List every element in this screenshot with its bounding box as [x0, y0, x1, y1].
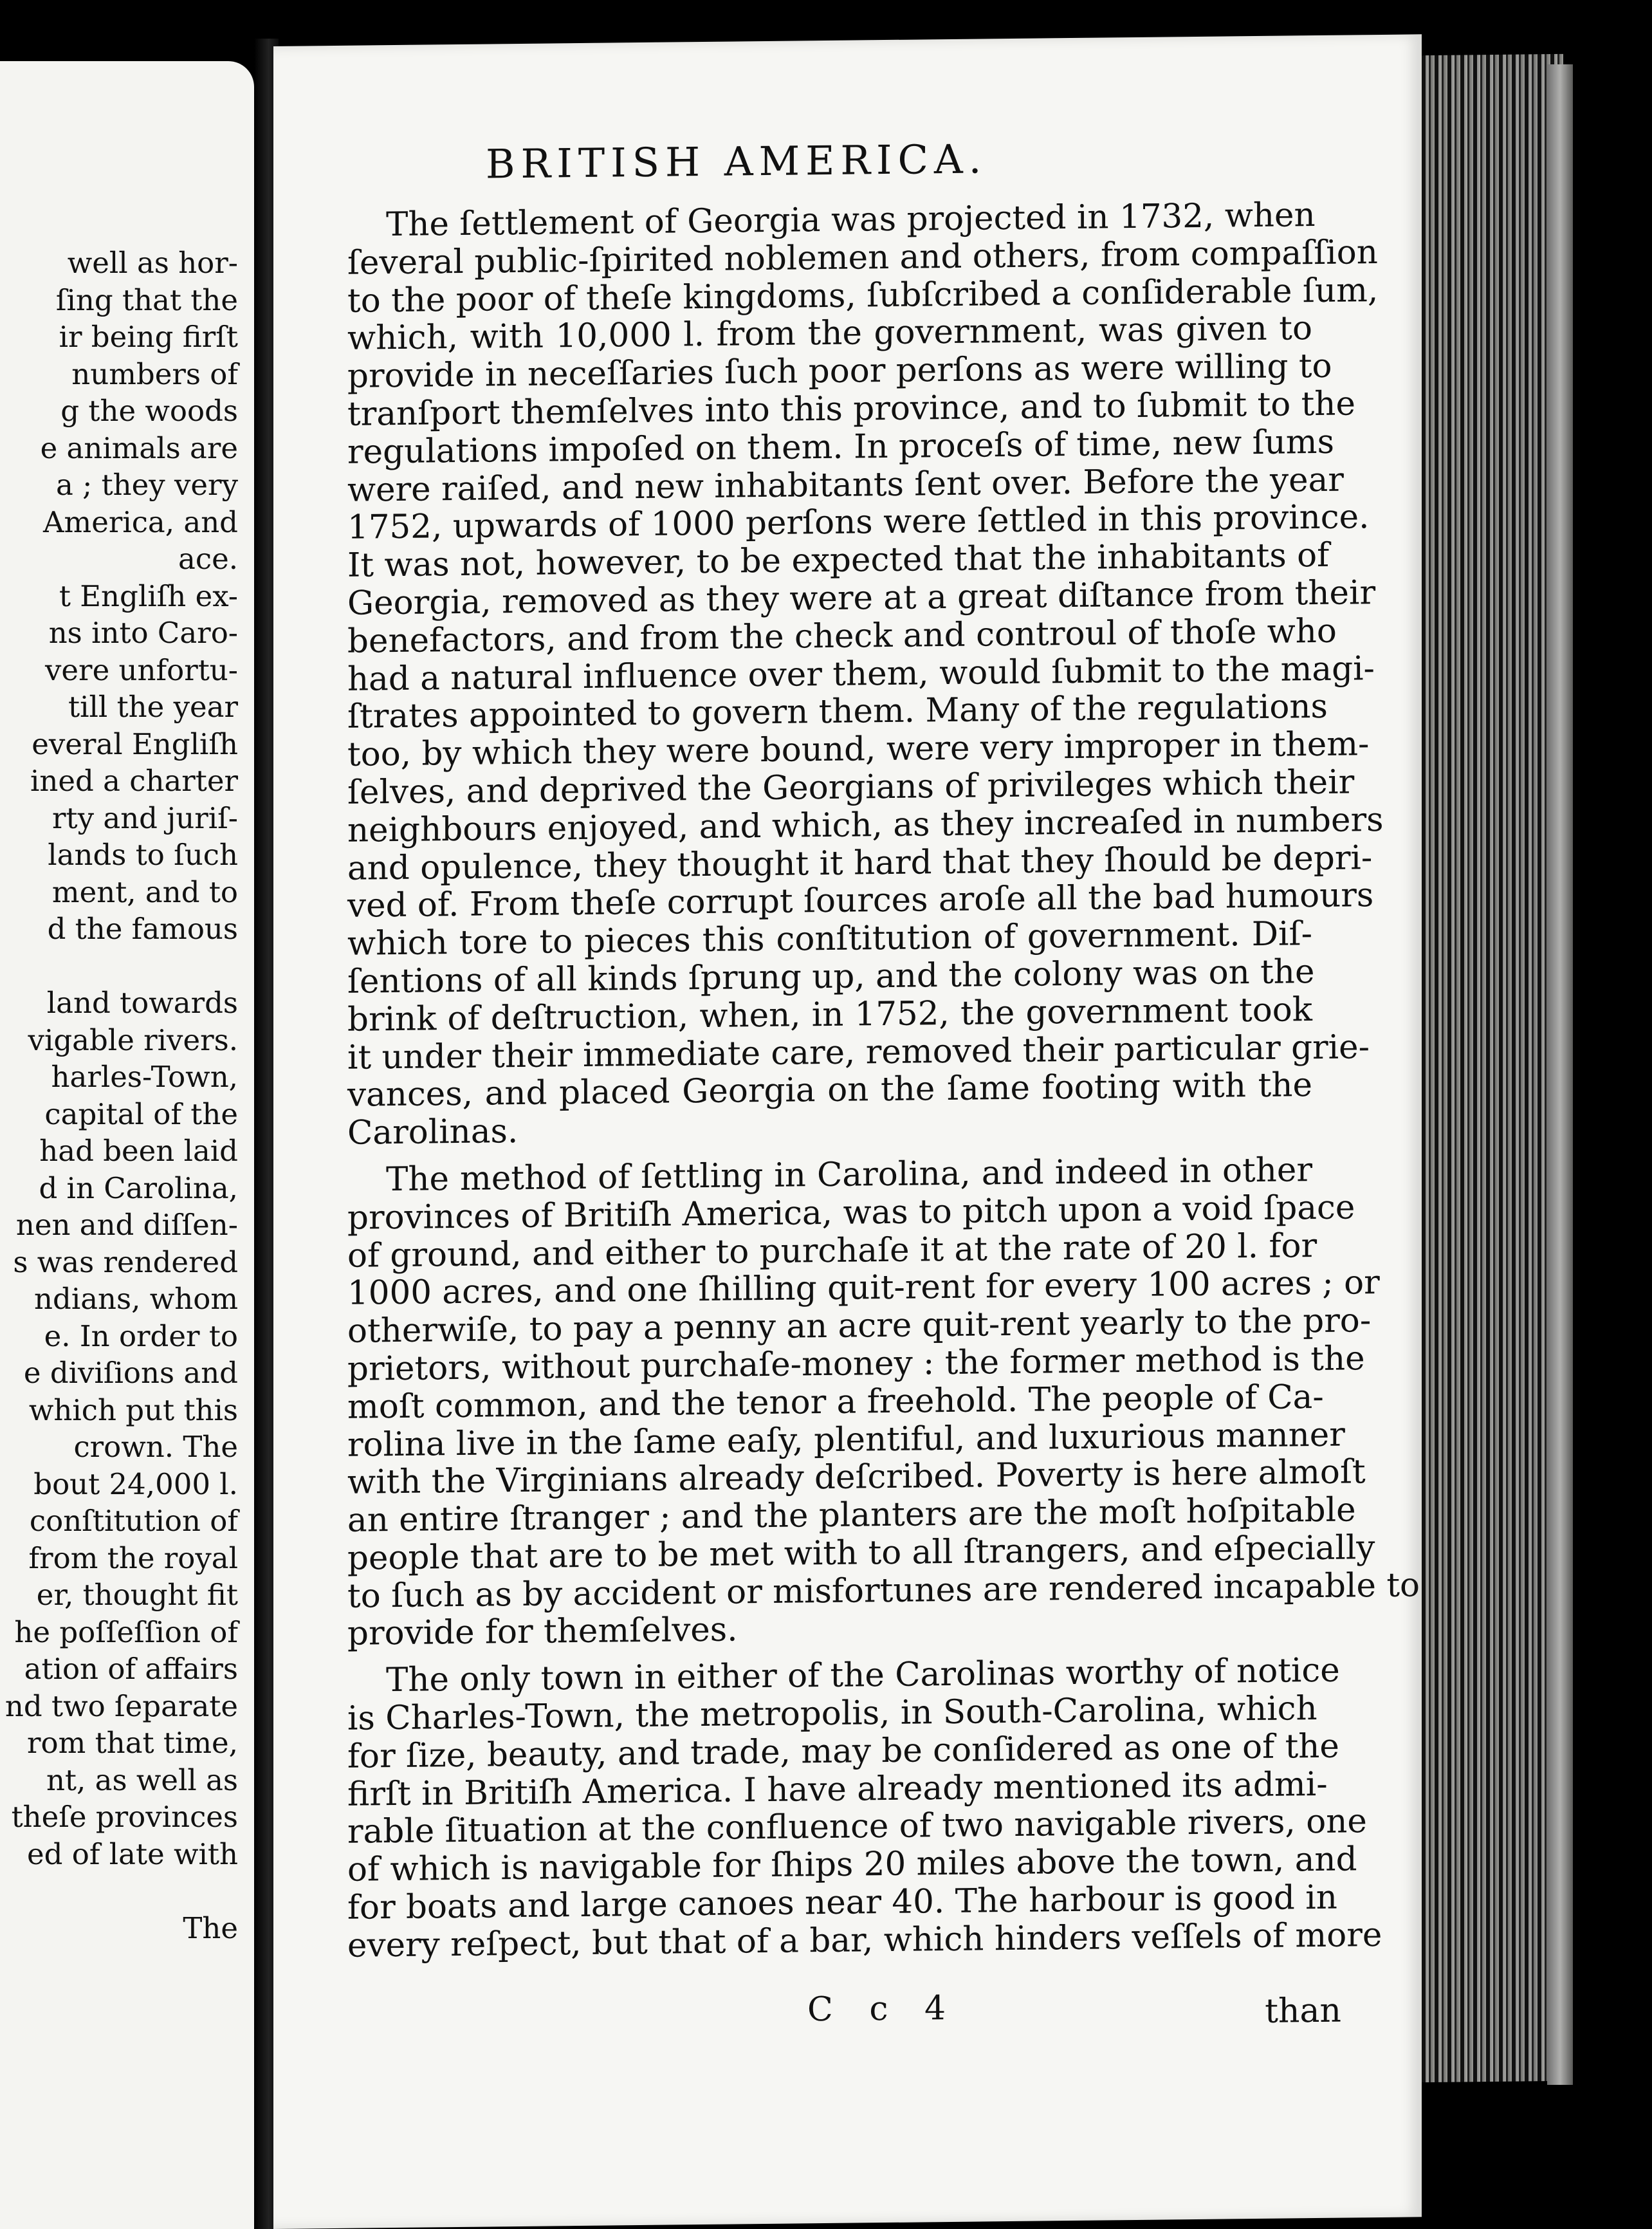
left-page-line: ined a charter — [30, 764, 238, 798]
left-page-line: e. In order to — [44, 1318, 238, 1353]
left-page-line: theſe provinces — [11, 1800, 238, 1834]
left-page-line: er, thought fit — [36, 1578, 238, 1612]
page-header — [486, 129, 1547, 187]
text-line: had a natural influence over them, would ſubmit to the magi- — [347, 649, 1375, 699]
text-line: It was not, however, to be expected that the inhabitants of — [347, 535, 1330, 585]
text-line: which tore to pieces this conſtitution of government. Diſ- — [347, 914, 1312, 963]
paragraph — [347, 1151, 1420, 1654]
text-line: 1000 acres, and one ſhilling quit-rent for every 100 acres ; or — [347, 1263, 1380, 1313]
text-line: every reſpect, but that of a bar, which hinders veſſels of more — [347, 1915, 1382, 1965]
text-line: prietors, without purchaſe-money : the former method is the — [347, 1339, 1365, 1389]
text-line: ſentions of all kinds ſprung up, and the colony was on the — [347, 952, 1315, 1001]
text-line: The only town in either of the Carolinas worthy of notice — [386, 1651, 1340, 1700]
text-line: with the Virginians already deſcribed. Poverty is here almoſt — [347, 1452, 1366, 1503]
left-page-line: nen and diſſen- — [15, 1208, 238, 1242]
book-fore-edge — [1547, 64, 1573, 2085]
text-line: is Charles-Town, the metropolis, in South-Carolina, which — [347, 1689, 1317, 1738]
text-line: it under their immediate care, removed their particular grie- — [347, 1027, 1370, 1077]
signature-mark: C c 4 — [807, 1988, 959, 2030]
text-line: provinces of Britiſh America, was to pitch upon a void ſpace — [347, 1188, 1355, 1237]
text-line: ved of. From theſe corrupt ſources aroſe all the bad humours — [347, 876, 1374, 926]
left-page-line: bout 24,000 l. — [33, 1466, 238, 1501]
left-page-line: d the famous — [47, 912, 238, 946]
text-line: otherwiſe, to pay a penny an acre quit-rent yearly to the pro- — [347, 1301, 1372, 1351]
text-line: The ſettlement of Georgia was projected in 1732, when — [386, 196, 1316, 245]
text-line: ſtrates appointed to govern them. Many of the regulations — [347, 687, 1328, 737]
left-page-line: rty and juriſ- — [52, 800, 238, 835]
left-page-line: from the royal — [28, 1540, 238, 1575]
text-line: people that are to be met with to all ſtrangers, and eſpecially — [347, 1528, 1375, 1578]
left-page-line: d in Carolina, — [39, 1170, 238, 1205]
text-line: regulations impoſed on them. In proceſs of time, new ſums — [347, 422, 1335, 472]
facing-page-left — [0, 61, 254, 2229]
text-line: to the poor of theſe kingdoms, ſubſcribed a conſiderable ſum, — [347, 270, 1379, 320]
left-page-line: e animals are — [40, 430, 238, 465]
text-line: ſeveral public-ſpirited noblemen and others, from compaſſion — [347, 232, 1378, 282]
left-page-line: lands to ſuch — [48, 838, 238, 872]
text-line: which, with 10,000 l. from the government, was given to — [347, 309, 1312, 358]
left-page-line: ation of affairs — [24, 1652, 238, 1686]
background-shadow — [1573, 58, 1652, 2229]
left-page-line: rom that time, — [27, 1726, 238, 1760]
left-page-line: which put this — [28, 1392, 238, 1427]
page-407 — [273, 34, 1422, 2229]
left-page-line: a ; they very — [55, 468, 238, 502]
text-line: Carolinas. — [347, 1112, 519, 1152]
paragraph — [347, 1651, 1382, 1965]
left-page-line: numbers of — [71, 356, 238, 391]
left-page-line: conſtitution of — [29, 1504, 238, 1538]
left-page-line: ace. — [178, 542, 238, 576]
left-page-line: ed of late with — [26, 1836, 238, 1871]
left-page-line: t Engliſh ex- — [59, 578, 238, 613]
text-line: rable ſituation at the confluence of two navigable rivers, one — [347, 1802, 1367, 1852]
text-line: benefactors, and from the check and controul of thoſe who — [347, 611, 1337, 661]
left-page-line: The — [183, 1910, 238, 1945]
text-line: and opulence, they thought it hard that they ſhould be depri- — [347, 838, 1373, 888]
text-line: Georgia, removed as they were at a great diſtance from their — [347, 573, 1376, 623]
left-page-line: America, and — [43, 504, 238, 539]
left-page-line: capital of the — [44, 1096, 238, 1131]
left-page-line: nt, as well as — [46, 1762, 238, 1797]
left-page-line: harles-Town, — [51, 1060, 238, 1094]
page-edges — [1422, 54, 1563, 2082]
left-page-line: well as hor- — [67, 246, 238, 280]
left-page-line: had been laid — [39, 1134, 238, 1168]
text-line: ſelves, and deprived the Georgians of privileges which their — [347, 763, 1355, 812]
text-line: firſt in Britiſh America. I have already mentioned its admi- — [347, 1764, 1328, 1814]
text-line: of ground, and either to purchaſe it at the rate of 20 l. for — [347, 1226, 1317, 1275]
paragraph — [347, 196, 1384, 1152]
left-page-line: nd two ſeparate — [5, 1688, 238, 1723]
text-line: 1752, upwards of 1000 perſons were ſettled in this province. — [347, 497, 1370, 548]
left-page-line: ns into Caro- — [48, 616, 238, 650]
catchword: than — [1265, 1991, 1341, 2031]
text-line: moſt common, and the tenor a freehold. The people of Ca- — [347, 1377, 1324, 1427]
left-page-line: ſing that the — [55, 282, 238, 317]
left-page-line: till the year — [68, 690, 238, 724]
text-line: The method of ſettling in Carolina, and indeed in other — [386, 1151, 1312, 1199]
text-line: tranſport themſelves into this province, and to ſubmit to the — [347, 384, 1355, 434]
left-page-line: land towards — [46, 986, 238, 1020]
text-line: for ſize, beauty, and trade, may be conſidered as one of the — [347, 1726, 1339, 1776]
text-line: neighbours enjoyed, and which, as they increaſed in numbers — [347, 800, 1384, 850]
left-page-line: crown. The — [73, 1430, 238, 1464]
text-line: to ſuch as by accident or misfortunes are rendered incapable to — [347, 1566, 1420, 1616]
text-line: for boats and large canoes near 40. The harbour is good in — [347, 1878, 1337, 1927]
text-line: rolina live in the ſame eaſy, plentiful, and luxurious manner — [347, 1415, 1345, 1465]
body-text — [347, 196, 1420, 1965]
left-page-line: g the woods — [60, 394, 238, 428]
left-page-line: ir being firſt — [59, 320, 238, 354]
left-page-line: vere unfortu- — [45, 652, 238, 687]
text-line: were raiſed, and new inhabitants ſent over. Before the year — [347, 460, 1344, 510]
left-page-line: e diviſions and — [23, 1356, 238, 1390]
left-page-line: s was rendered — [13, 1244, 238, 1279]
text-line: vances, and placed Georgia on the ſame footing with the — [347, 1066, 1312, 1115]
text-line: provide in neceſſaries ſuch poor perſons as were willing to — [347, 346, 1332, 396]
running-head: BRITISH AMERICA. — [486, 135, 987, 188]
text-line: too, by which they were bound, were very improper in them- — [347, 725, 1370, 774]
text-line: brink of deſtruction, when, in 1752, the government took — [347, 990, 1312, 1039]
text-line: an entire ſtranger ; and the planters are the moſt hoſpitable — [347, 1490, 1356, 1540]
text-line: provide for themſelves. — [347, 1610, 738, 1654]
left-page-line: vigable rivers. — [28, 1022, 238, 1057]
left-page-line: everal Engliſh — [32, 726, 238, 761]
left-page-line: ndians, whom — [34, 1282, 238, 1316]
left-page-line: he poſſeſſion of — [14, 1614, 238, 1649]
left-page-line: ment, and to — [51, 874, 238, 909]
text-line: of which is navigable for ſhips 20 miles above the town, and — [347, 1840, 1357, 1890]
page-footer — [273, 1985, 1341, 2041]
